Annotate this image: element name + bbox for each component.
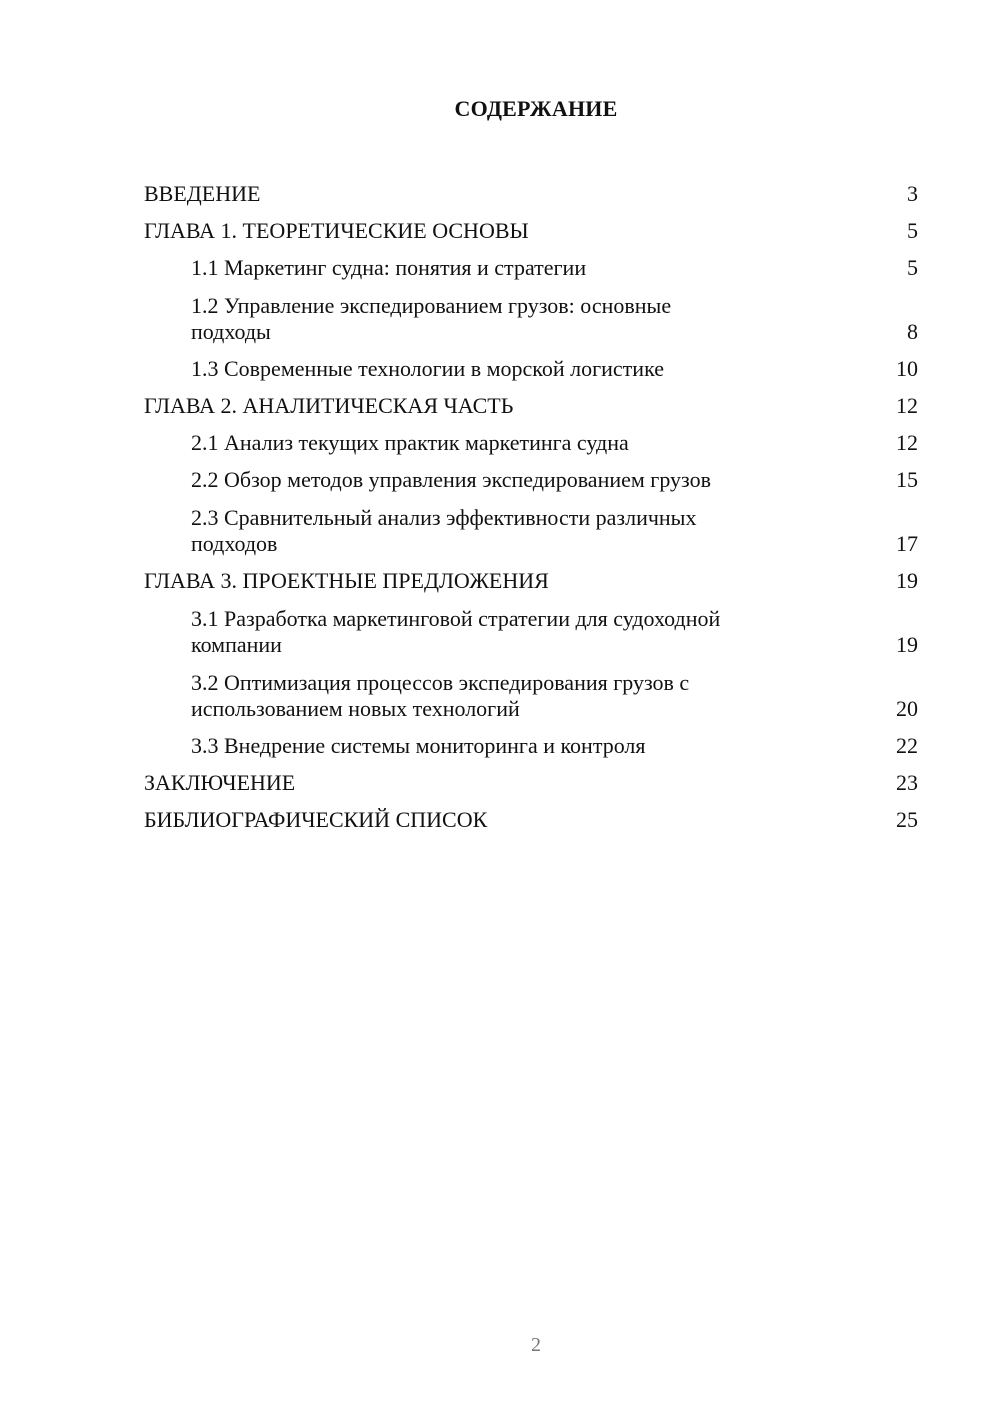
toc-entry-page: 19 [896, 632, 918, 657]
toc-entry-introduction [144, 170, 918, 207]
toc-entry-section-2-1 [144, 419, 918, 456]
table-of-contents [144, 170, 918, 833]
toc-entry-text: ГЛАВА 2. АНАЛИТИЧЕСКАЯ ЧАСТЬ [144, 393, 514, 418]
toc-entry-text: 3.1 Разработка маркетинговой стратегии для судоходной компании [191, 606, 721, 657]
toc-entry-text: ГЛАВА 3. ПРОЕКТНЫЕ ПРЕДЛОЖЕНИЯ [144, 568, 549, 593]
toc-entry-page: 15 [896, 467, 918, 492]
toc-entry-page: 22 [896, 733, 918, 758]
toc-entry-section-3-2 [144, 658, 918, 722]
toc-entry-section-1-1 [144, 244, 918, 281]
toc-entry-text: 1.2 Управление экспедированием грузов: основные подходы [191, 293, 672, 344]
toc-entry-page: 12 [896, 430, 918, 455]
toc-entry-text: 2.2 Обзор методов управления экспедированием грузов [191, 467, 711, 492]
toc-entry-text: 1.3 Современные технологии в морской логистике [191, 356, 664, 381]
toc-entry-chapter-2 [144, 382, 918, 419]
toc-entry-page: 3 [907, 181, 918, 206]
toc-entry-section-1-2 [144, 281, 918, 345]
toc-entry-section-3-1 [144, 594, 918, 658]
toc-entry-text: 3.3 Внедрение системы мониторинга и контроля [191, 733, 646, 758]
toc-entry-page: 5 [907, 255, 918, 280]
toc-entry-chapter-3 [144, 557, 918, 594]
toc-entry-text: БИБЛИОГРАФИЧЕСКИЙ СПИСОК [144, 807, 488, 832]
toc-entry-section-2-3 [144, 493, 918, 557]
toc-entry-text: 2.3 Сравнительный анализ эффективности различных подходов [191, 505, 697, 556]
toc-entry-text: 3.2 Оптимизация процессов экспедирования грузов с использованием новых технологий [191, 670, 690, 721]
toc-entry-page: 20 [896, 696, 918, 721]
toc-entry-chapter-1 [144, 207, 918, 244]
toc-entry-page: 12 [896, 393, 918, 418]
toc-entry-page: 5 [907, 218, 918, 243]
toc-entry-section-1-3 [144, 345, 918, 382]
toc-entry-section-2-2 [144, 456, 918, 493]
toc-entry-page: 10 [896, 356, 918, 381]
toc-entry-text: ВВЕДЕНИЕ [144, 181, 261, 206]
toc-entry-page: 25 [896, 807, 918, 832]
toc-entry-section-3-3 [144, 722, 918, 759]
toc-entry-conclusion [144, 759, 918, 796]
toc-entry-page: 17 [896, 531, 918, 556]
page-number: 2 [531, 1334, 541, 1356]
toc-entry-page: 23 [896, 770, 918, 795]
toc-entry-text: 1.1 Маркетинг судна: понятия и стратегии [191, 255, 587, 280]
toc-entry-bibliography [144, 796, 918, 833]
toc-entry-text: ЗАКЛЮЧЕНИЕ [144, 770, 296, 795]
page-title: СОДЕРЖАНИЕ [454, 96, 618, 121]
toc-entry-page: 8 [907, 319, 918, 344]
toc-entry-text: ГЛАВА 1. ТЕОРЕТИЧЕСКИЕ ОСНОВЫ [144, 218, 529, 243]
toc-entry-page: 19 [896, 568, 918, 593]
toc-entry-text: 2.1 Анализ текущих практик маркетинга судна [191, 430, 629, 455]
